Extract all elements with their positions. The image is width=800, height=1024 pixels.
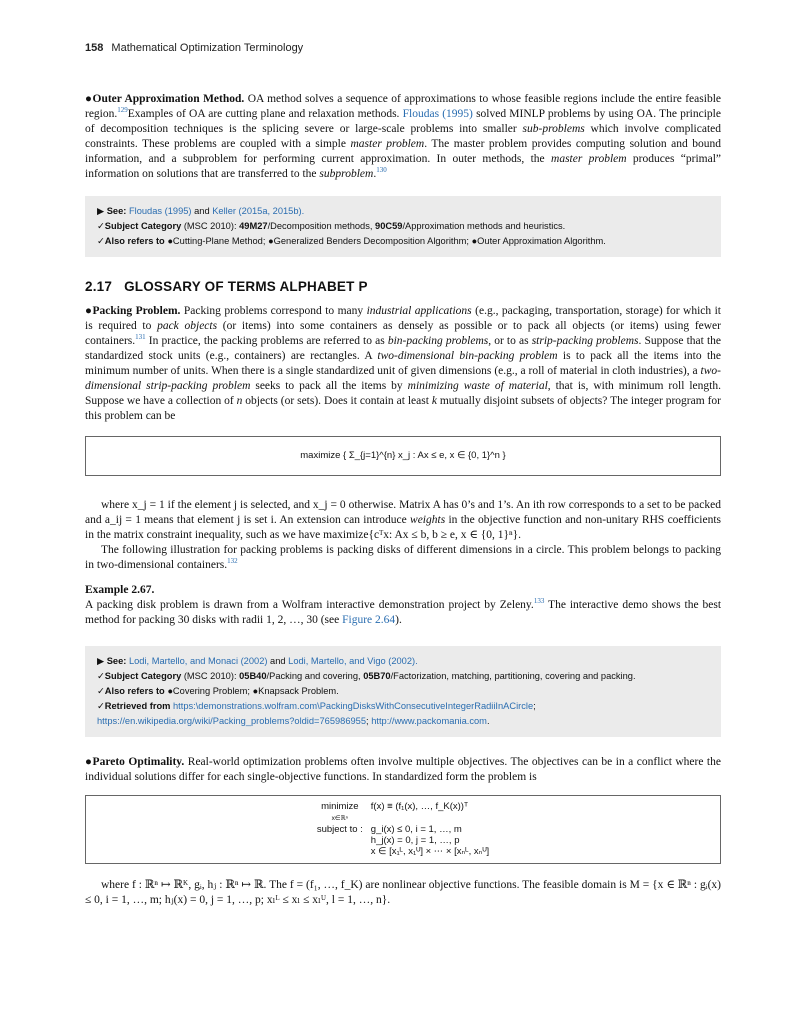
packing-problem-paragraph: ●Packing Problem. Packing problems correspond to many industrial applications (e.g., packaging, transportation, storage) for which it is required to pack objects (or items) into some containers as densely as possible or to pack all objects (or items) using fewer containers.$^{131}$ In practice, the packing problems are referred to as bin-packing problems, or to as strip-packing problems. Suppose that the standardized stock units (e.g., containers) are rectangles. A two-dimensional bin-packing problem is to pack all the items into the minimum number of units. When there is a single standardized unit of given dimensions (e.g., a roll of material in cloth industries), a two-dimensional strip-packing problem seeks to pack all the items by minimizing waste of material, that is, with minimum roll length. Suppose we have a collection of n objects (or sets). Does it contain at least k mutually disjoint subsets of objects? The integer program for this problem can be	[85, 305, 722, 422]
formula-constraint-bounds: x ∈ [x₁ᴸ, x₁ᵁ] × ⋯ × [xₙᴸ, xₙᵁ]	[370, 846, 490, 857]
citation-link[interactable]: Keller (2015a, 2015b).	[212, 206, 305, 216]
formula-objective: f(x) ≡ (f₁(x), …, f_K(x))ᵀ	[370, 801, 469, 812]
formula-box-1	[85, 436, 721, 476]
see-line: ▶ See: Floudas (1995) and Keller (2015a, 2015b).	[97, 206, 305, 216]
example-heading: Example 2.67.	[85, 584, 155, 596]
retrieved-from-line: ✓Retrieved from https:\demonstrations.wolfram.com\PackingDisksWithConsecutiveIntegerRadiiInACircle; https://en.wikipedia.org/wiki/Packing_problems?oldid=765986955; http://www.packomania.com.	[97, 701, 536, 726]
footnote-ref[interactable]: 130	[376, 166, 387, 175]
packing-problem-term: ●Packing Problem.	[85, 305, 181, 317]
url-link[interactable]: https://en.wikipedia.org/wiki/Packing_problems?oldid=765986955	[97, 716, 367, 726]
where-paragraph-1: where x_j = 1 if the element j is selected, and x_j = 0 otherwise. Matrix A has 0’s and 1’s. An ith row corresponds to a set to be packed and a_ij = 1 means that element j is set i. An extension can introduce weights in the objective function and non-unitary RHS coefficients in the matrix constraint inequality, such as we have maximize{cᵀx: Ax ≤ b, b ≥ e, x ∈ {0, 1}ⁿ}.	[85, 499, 722, 541]
url-link[interactable]: https:\demonstrations.wolfram.com\PackingDisksWithConsecutiveIntegerRadiiInACircle	[170, 701, 534, 711]
footnote-ref[interactable]: 133	[533, 597, 545, 606]
page	[85, 42, 721, 908]
footnote-ref[interactable]: 131	[135, 333, 146, 342]
citation-link[interactable]: Lodi, Martello, and Vigo (2002).	[288, 656, 418, 666]
outer-approximation-term: ●Outer Approximation Method.	[85, 93, 245, 105]
see-also-box-1	[85, 196, 721, 257]
example-paragraph: A packing disk problem is drawn from a Wolfram interactive demonstration project by Zeleny.$^{133}$ The interactive demo shows the best method for packing 30 disks with radii 1, 2, …, 30 (see Figure 2.64).	[85, 597, 722, 626]
book-title: Mathematical Optimization Terminology	[111, 42, 304, 54]
formula-constraint-h: h_j(x) = 0, j = 1, …, p	[370, 835, 460, 846]
formula-maximize: maximize { Σ_{j=1}^{n} x_j : Ax ≤ e, x ∈ {0, 1}^n }	[300, 450, 506, 461]
section-heading: 2.17 GLOSSARY OF TERMS ALPHABET P	[85, 279, 368, 294]
formula-minimize: minimize	[321, 801, 359, 812]
running-head	[85, 42, 721, 54]
formula-minimize-subscript: x∈ℝⁿ	[331, 815, 349, 822]
where-paragraph-2: where f : ℝⁿ ↦ ℝᴷ, gᵢ, hⱼ : ℝⁿ ↦ ℝ. The f = (f₁, …, f_K) are nonlinear objective functions. The feasible domain is M = {x ∈ ℝⁿ : gᵢ(x) ≤ 0, i = 1, …, m; hⱼ(x) = 0, j = 1, …, p; xₗᴸ ≤ xₗ ≤ xₗᵁ, l = 1, …, n}.	[85, 879, 721, 906]
also-refers-line: ✓Also refers to ●Covering Problem; ●Knapsack Problem.	[97, 686, 339, 696]
pareto-optimality-paragraph: ●Pareto Optimality. Real-world optimization problems often involve multiple objectives. The objectives can be in a conflict where the individual solutions differ for each single-objective functions. In standardized form the problem is	[85, 756, 721, 783]
formula-box-2	[85, 795, 721, 864]
formula-table	[313, 801, 493, 857]
pareto-optimality-term: ●Pareto Optimality.	[85, 756, 185, 768]
see-also-box-2	[85, 646, 721, 737]
formula-subject-to: subject to :	[316, 824, 363, 835]
formula-constraint-g: g_i(x) ≤ 0, i = 1, …, m	[370, 824, 462, 835]
outer-approximation-paragraph: ●Outer Approximation Method. OA method solves a sequence of approximations to whose feasible regions include the entire feasible region.$^{129}$Examples of OA are cutting plane and relaxation methods. Floudas (1995) solved MINLP problems by using OA. The principle of decomposition techniques is the splicing severe or large-scale problems into smaller sub-problems which involve complicated constraints. These problems are coupled with a simple master problem. The master problem provides computing solution and bound information, and a subproblem for performing current approximation. In outer methods, the master problem produces “primal” information on solutions that are transferred to the subproblem.$^{130}$	[85, 93, 722, 180]
subject-category-line: ✓Subject Category (MSC 2010): 05B40/Packing and covering, 05B70/Factorization, matching, partitioning, covering and packing.	[97, 671, 636, 681]
url-link[interactable]: http://www.packomania.com	[371, 716, 487, 726]
footnote-ref[interactable]: 132	[227, 557, 238, 566]
footnote-ref[interactable]: 129	[117, 106, 128, 115]
see-line: ▶ See: Lodi, Martello, and Monaci (2002) and Lodi, Martello, and Vigo (2002).	[97, 656, 418, 666]
citation-link[interactable]: Floudas (1995)	[402, 108, 473, 120]
subject-category-line: ✓Subject Category (MSC 2010): 49M27/Decomposition methods, 90C59/Approximation methods and heuristics.	[97, 221, 566, 231]
figure-link[interactable]: Figure 2.64	[342, 614, 396, 626]
illustration-paragraph: The following illustration for packing problems is packing disks of different dimensions in a circle. This problem belongs to packing in two-dimensional containers.$^{132}$	[85, 544, 721, 571]
citation-link[interactable]: Lodi, Martello, and Monaci (2002)	[128, 656, 268, 666]
also-refers-line: ✓Also refers to ●Cutting-Plane Method; ●Generalized Benders Decomposition Algorithm; ●Outer Approximation Algorithm.	[97, 236, 606, 246]
citation-link[interactable]: Floudas (1995)	[128, 206, 192, 216]
page-number: 158	[85, 42, 104, 54]
